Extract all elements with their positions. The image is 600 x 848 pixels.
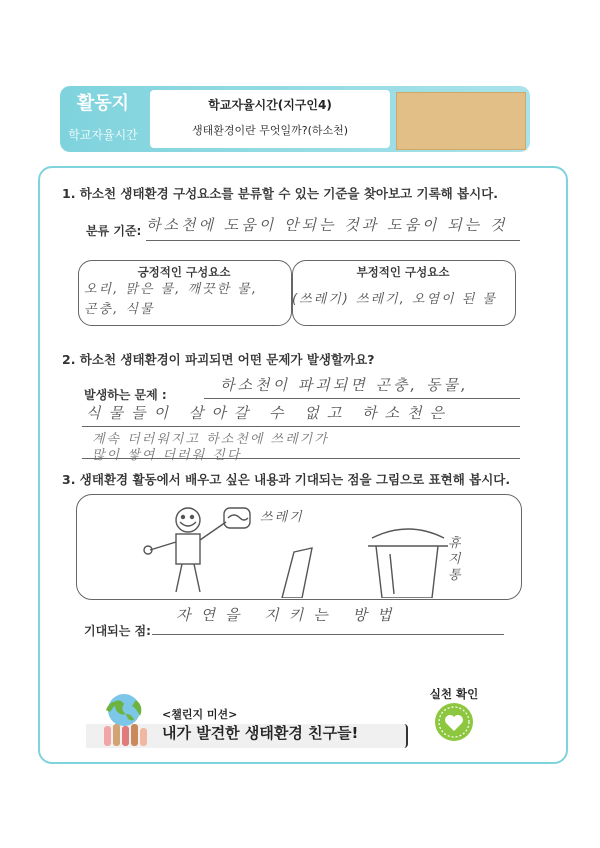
earth-hands-icon bbox=[92, 686, 156, 750]
question-2: 2. 하소천 생태환경이 파괴되면 어떤 문제가 발생할까요? bbox=[62, 352, 375, 367]
problem-answer-3[interactable]: 계속 더러워지고 하소천에 쓰레기가 bbox=[92, 432, 329, 447]
criteria-label: 분류 기준: bbox=[86, 224, 142, 238]
positive-answer-1[interactable]: 오리, 맑은 물, 깨끗한 물, bbox=[84, 282, 258, 297]
expect-underline bbox=[152, 634, 504, 635]
page-subtitle: 생태환경이란 무엇일까?(하소천) bbox=[191, 124, 349, 137]
drawing-label-trash: 쓰레기 bbox=[260, 510, 304, 525]
heart-badge-icon[interactable] bbox=[434, 702, 474, 742]
problem-answer-1[interactable]: 하소천이 파괴되면 곤충, 동물, bbox=[220, 376, 469, 394]
problem-label: 발생하는 문제 : bbox=[84, 388, 167, 402]
criteria-underline bbox=[146, 240, 520, 241]
question-1: 1. 하소천 생태환경 구성요소를 분류할 수 있는 기준을 찾아보고 기록해 봅시다. bbox=[62, 186, 499, 201]
person-drawing bbox=[144, 508, 226, 592]
problem-underline-3 bbox=[82, 458, 520, 459]
problem-underline-1 bbox=[204, 398, 520, 399]
mission-caption: <챌린지 미션> bbox=[162, 708, 238, 721]
question-3: 3. 생태환경 활동에서 배우고 싶은 내용과 기대되는 점을 그림으로 표현해 봅시다. bbox=[62, 472, 511, 487]
problem-underline-2 bbox=[82, 426, 520, 427]
expect-answer[interactable]: 자연을 지키는 방법 bbox=[176, 606, 402, 624]
problem-answer-4[interactable]: 많이 쌓여 더러워 진다 bbox=[92, 448, 242, 463]
drawing-label-bin: 휴지통 bbox=[448, 536, 463, 583]
negative-answer[interactable]: (쓰레기) 쓰레기, 오염이 된 물 bbox=[292, 292, 497, 307]
negative-title: 부정적인 구성요소 bbox=[356, 265, 450, 279]
worksheet-panel bbox=[38, 166, 568, 764]
badge-activity-sheet: 활동지 bbox=[76, 93, 130, 114]
badge-school-time: 학교자율시간 bbox=[68, 128, 138, 142]
trash-paper-drawing bbox=[282, 548, 312, 598]
page-title: 학교자율시간(지구인4) bbox=[208, 98, 332, 112]
positive-title: 긍정적인 구성요소 bbox=[137, 265, 231, 279]
mission-title: 내가 발견한 생태환경 친구들! bbox=[162, 724, 359, 742]
practice-check-label: 실천 확인 bbox=[429, 687, 479, 701]
trash-bag-drawing bbox=[224, 508, 250, 528]
header-stamp-box bbox=[396, 92, 526, 150]
criteria-answer[interactable]: 하소천에 도움이 안되는 것과 도움이 되는 것 bbox=[146, 216, 508, 234]
problem-answer-2[interactable]: 식물들이 살아갈 수 없고 하소천은 bbox=[86, 404, 452, 422]
positive-answer-2[interactable]: 곤충, 식물 bbox=[84, 302, 155, 317]
bin-drawing bbox=[368, 529, 448, 598]
expect-label: 기대되는 점: bbox=[84, 624, 151, 638]
